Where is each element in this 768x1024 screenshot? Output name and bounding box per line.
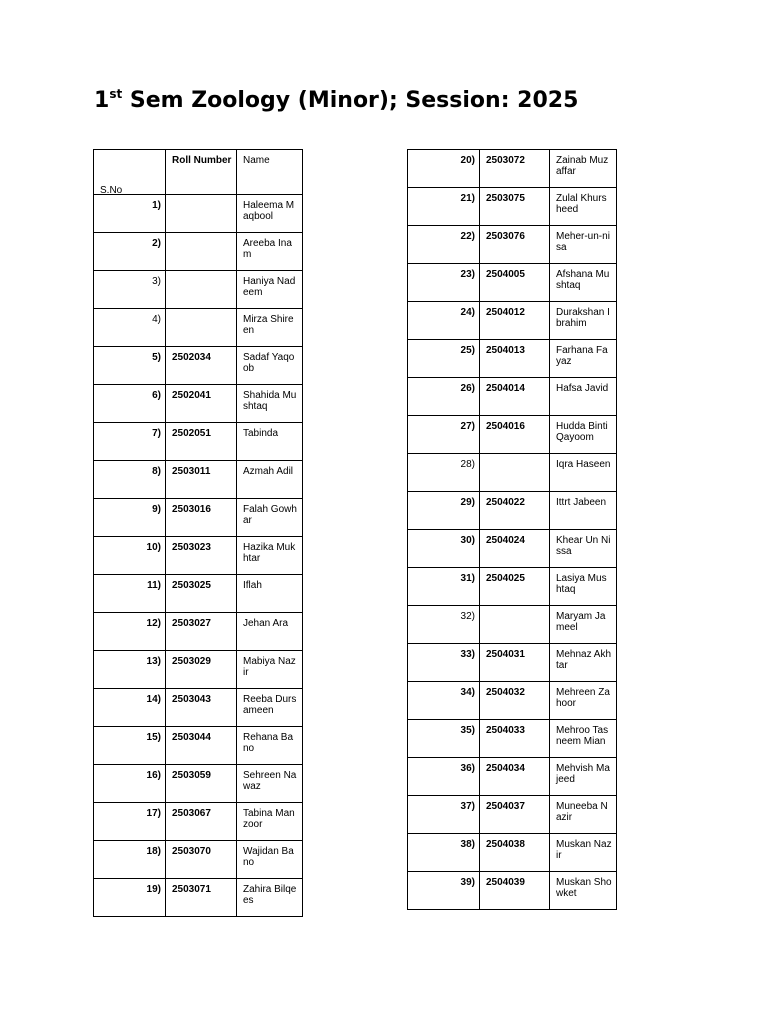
roll-number-cell: 2504032 — [480, 682, 550, 720]
sno-cell: 13) — [94, 651, 166, 689]
name-cell: Falah Gowhar — [237, 499, 303, 537]
sno-cell: 24) — [408, 302, 480, 340]
table-row — [408, 150, 617, 188]
sno-cell: 39) — [408, 872, 480, 910]
table-row — [94, 613, 303, 651]
sno-cell: 17) — [94, 803, 166, 841]
table-row — [408, 226, 617, 264]
name-cell: Areeba Inam — [237, 233, 303, 271]
roll-number-cell — [166, 309, 237, 347]
sno-cell: 5) — [94, 347, 166, 385]
sno-cell: 34) — [408, 682, 480, 720]
roll-number-cell: 2503044 — [166, 727, 237, 765]
sno-cell: 23) — [408, 264, 480, 302]
sno-cell: 33) — [408, 644, 480, 682]
sno-cell: 36) — [408, 758, 480, 796]
table-row — [94, 271, 303, 309]
table-row — [408, 340, 617, 378]
name-cell: Haniya Nadeem — [237, 271, 303, 309]
table-row — [408, 302, 617, 340]
table-row — [408, 378, 617, 416]
sno-cell: 7) — [94, 423, 166, 461]
sno-cell: 26) — [408, 378, 480, 416]
sno-cell: 15) — [94, 727, 166, 765]
student-table-right — [407, 149, 617, 910]
table-row — [94, 423, 303, 461]
roll-number-cell: 2504024 — [480, 530, 550, 568]
sno-cell: 31) — [408, 568, 480, 606]
header-name: Name — [237, 150, 303, 195]
name-cell: Mabiya Nazir — [237, 651, 303, 689]
roll-number-cell: 2502034 — [166, 347, 237, 385]
roll-number-cell: 2504025 — [480, 568, 550, 606]
sno-cell: 4) — [94, 309, 166, 347]
table-row — [94, 195, 303, 233]
roll-number-cell: 2504012 — [480, 302, 550, 340]
name-cell: Shahida Mushtaq — [237, 385, 303, 423]
table-row — [408, 872, 617, 910]
sno-cell: 9) — [94, 499, 166, 537]
name-cell: Zulal Khursheed — [550, 188, 617, 226]
name-cell: Haleema Maqbool — [237, 195, 303, 233]
table-row — [94, 461, 303, 499]
sno-cell: 21) — [408, 188, 480, 226]
table-row — [408, 758, 617, 796]
table-row — [94, 841, 303, 879]
table-row — [408, 568, 617, 606]
table-row — [408, 834, 617, 872]
table-row — [408, 454, 617, 492]
roll-number-cell: 2504022 — [480, 492, 550, 530]
roll-number-cell: 2503072 — [480, 150, 550, 188]
sno-cell: 32) — [408, 606, 480, 644]
roll-number-cell: 2504033 — [480, 720, 550, 758]
roll-number-cell — [480, 606, 550, 644]
roll-number-cell: 2503071 — [166, 879, 237, 917]
name-cell: Khear Un Nissa — [550, 530, 617, 568]
roll-number-cell: 2504037 — [480, 796, 550, 834]
name-cell: Afshana Mushtaq — [550, 264, 617, 302]
table-row — [408, 530, 617, 568]
table-row — [94, 765, 303, 803]
name-cell: Meher-un-nisa — [550, 226, 617, 264]
title-rest: Sem Zoology (Minor); Session: 2025 — [122, 88, 579, 113]
table-row — [94, 385, 303, 423]
roll-number-cell: 2504031 — [480, 644, 550, 682]
name-cell: Hazika Mukhtar — [237, 537, 303, 575]
name-cell: Iqra Haseen — [550, 454, 617, 492]
table-row — [408, 796, 617, 834]
table-row — [408, 644, 617, 682]
sno-cell: 25) — [408, 340, 480, 378]
table-row — [408, 264, 617, 302]
sno-cell: 30) — [408, 530, 480, 568]
roll-number-cell: 2503029 — [166, 651, 237, 689]
sno-cell: 19) — [94, 879, 166, 917]
sno-cell: 18) — [94, 841, 166, 879]
table-header-row — [94, 150, 303, 195]
name-cell: Iflah — [237, 575, 303, 613]
sno-cell: 11) — [94, 575, 166, 613]
name-cell: Tabina Manzoor — [237, 803, 303, 841]
table-row — [94, 689, 303, 727]
roll-number-cell: 2504034 — [480, 758, 550, 796]
student-table-left-body — [94, 150, 303, 917]
name-cell: Muskan Showket — [550, 872, 617, 910]
title-prefix: 1 — [94, 88, 110, 113]
roll-number-cell: 2504013 — [480, 340, 550, 378]
name-cell: Mehvish Majeed — [550, 758, 617, 796]
roll-number-cell: 2503016 — [166, 499, 237, 537]
roll-number-cell: 2502041 — [166, 385, 237, 423]
name-cell: Hafsa Javid — [550, 378, 617, 416]
table-row — [94, 803, 303, 841]
name-cell: Mehroo Tasneem Mian — [550, 720, 617, 758]
roll-number-cell: 2504016 — [480, 416, 550, 454]
student-table-left — [93, 149, 303, 917]
sno-cell: 12) — [94, 613, 166, 651]
roll-number-cell: 2503023 — [166, 537, 237, 575]
header-roll-number: Roll Number — [166, 150, 237, 195]
roll-number-cell: 2503076 — [480, 226, 550, 264]
roll-number-cell: 2503070 — [166, 841, 237, 879]
table-row — [94, 575, 303, 613]
name-cell: Zahira Bilqees — [237, 879, 303, 917]
name-cell: Tabinda — [237, 423, 303, 461]
name-cell: Rehana Bano — [237, 727, 303, 765]
name-cell: Azmah Adil — [237, 461, 303, 499]
table-row — [408, 416, 617, 454]
roll-number-cell: 2503043 — [166, 689, 237, 727]
header-sno-label: S.No — [100, 185, 123, 195]
roll-number-cell: 2504005 — [480, 264, 550, 302]
name-cell: Wajidan Bano — [237, 841, 303, 879]
roll-number-cell — [480, 454, 550, 492]
sno-cell: 27) — [408, 416, 480, 454]
sno-cell: 1) — [94, 195, 166, 233]
roll-number-cell: 2503011 — [166, 461, 237, 499]
name-cell: Zainab Muzaffar — [550, 150, 617, 188]
table-row — [408, 606, 617, 644]
header-sno — [94, 150, 166, 195]
roll-number-cell — [166, 271, 237, 309]
sno-cell: 6) — [94, 385, 166, 423]
sno-cell: 20) — [408, 150, 480, 188]
table-row — [408, 682, 617, 720]
roll-number-cell — [166, 195, 237, 233]
sno-cell: 22) — [408, 226, 480, 264]
table-row — [94, 309, 303, 347]
table-row — [94, 651, 303, 689]
table-row — [94, 879, 303, 917]
name-cell: Sehreen Nawaz — [237, 765, 303, 803]
name-cell: Muneeba Nazir — [550, 796, 617, 834]
title-superscript: st — [109, 87, 123, 101]
table-row — [94, 347, 303, 385]
sno-cell: 35) — [408, 720, 480, 758]
sno-cell: 29) — [408, 492, 480, 530]
roll-number-cell: 2503025 — [166, 575, 237, 613]
sno-cell: 14) — [94, 689, 166, 727]
name-cell: Mehreen Zahoor — [550, 682, 617, 720]
name-cell: Durakshan Ibrahim — [550, 302, 617, 340]
sno-cell: 38) — [408, 834, 480, 872]
sno-cell: 10) — [94, 537, 166, 575]
roll-number-cell: 2502051 — [166, 423, 237, 461]
sno-cell: 16) — [94, 765, 166, 803]
name-cell: Muskan Nazir — [550, 834, 617, 872]
table-row — [94, 499, 303, 537]
name-cell: Hudda Binti Qayoom — [550, 416, 617, 454]
name-cell: Mehnaz Akhtar — [550, 644, 617, 682]
table-row — [408, 492, 617, 530]
roll-number-cell: 2504038 — [480, 834, 550, 872]
name-cell: Jehan Ara — [237, 613, 303, 651]
name-cell: Ittrt Jabeen — [550, 492, 617, 530]
sno-cell: 3) — [94, 271, 166, 309]
sno-cell: 37) — [408, 796, 480, 834]
roll-number-cell: 2504014 — [480, 378, 550, 416]
sno-cell: 2) — [94, 233, 166, 271]
roll-number-cell: 2503027 — [166, 613, 237, 651]
table-row — [94, 537, 303, 575]
name-cell: Mirza Shireen — [237, 309, 303, 347]
name-cell: Maryam Jameel — [550, 606, 617, 644]
roll-number-cell: 2503059 — [166, 765, 237, 803]
roll-number-cell — [166, 233, 237, 271]
student-table-right-body — [408, 150, 617, 910]
roll-number-cell: 2504039 — [480, 872, 550, 910]
table-row — [94, 727, 303, 765]
name-cell: Lasiya Mushtaq — [550, 568, 617, 606]
sno-cell: 8) — [94, 461, 166, 499]
roll-number-cell: 2503075 — [480, 188, 550, 226]
page-title — [94, 86, 578, 118]
table-row — [408, 720, 617, 758]
name-cell: Sadaf Yaqoob — [237, 347, 303, 385]
name-cell: Farhana Fayaz — [550, 340, 617, 378]
roll-number-cell: 2503067 — [166, 803, 237, 841]
table-row — [94, 233, 303, 271]
sno-cell: 28) — [408, 454, 480, 492]
table-row — [408, 188, 617, 226]
name-cell: Reeba Dursameen — [237, 689, 303, 727]
